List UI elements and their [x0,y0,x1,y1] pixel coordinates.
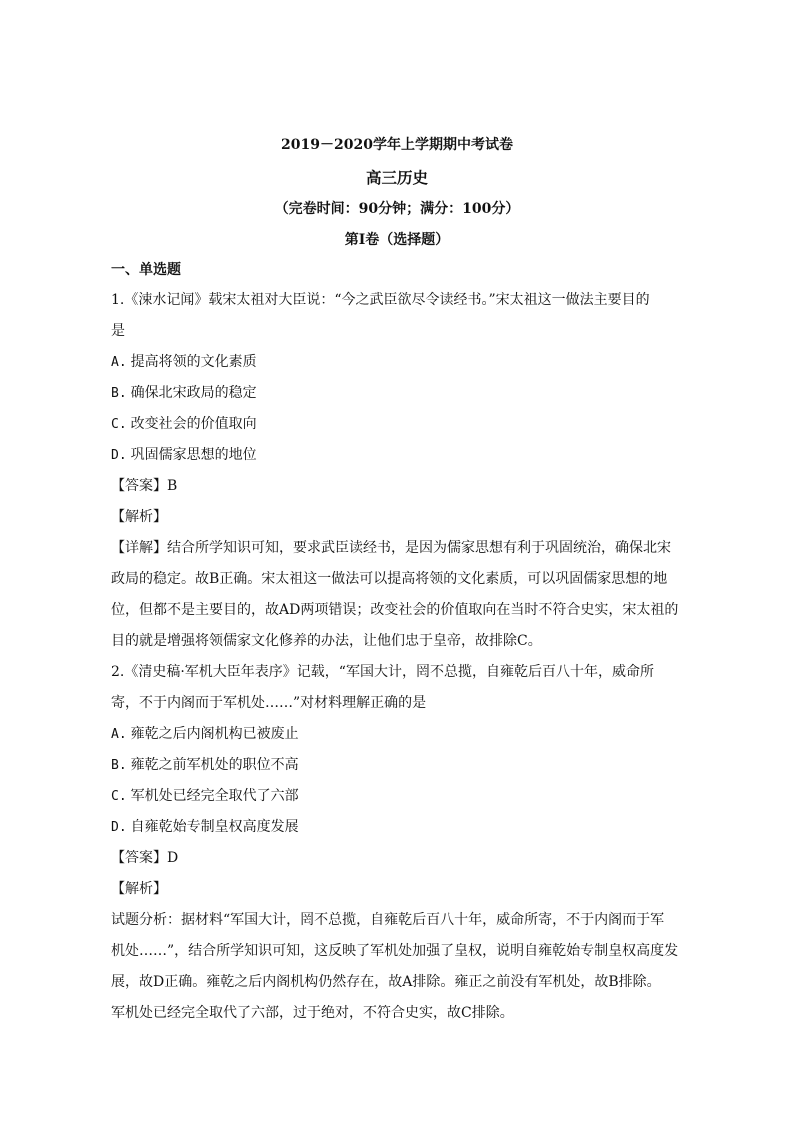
q1-analysis-label: 【解析】 [111,509,167,525]
q2-option-d [111,812,686,843]
subject-title: 高三历史 [365,168,428,187]
q1-analysis-line: 位，但都不是主要目的，故AD两项错误；改变社会的价值取向在当时不符合史实，宋太祖的 [111,602,679,618]
q2-analysis-line: 展，故D正确。雍乾之后内阁机构仍然存在，故A排除。雍正之前没有军机处，故B排除。 [111,974,661,990]
option-letter: A. [111,355,127,370]
option-text: 提高将领的文化素质 [130,354,257,370]
option-text: 军机处已经完全取代了六部 [130,788,299,804]
q2-option-b [111,750,686,781]
section-title: 一、单选题 [111,262,181,278]
option-letter: B. [111,386,127,401]
q2-stem-line1: 2.《清史稿·军机大臣年表序》记载，“军国大计，罔不总揽，自雍乾后百八十年，威命所 [111,664,654,680]
volume-title: 第Ⅰ卷（选择题） [344,232,450,248]
q1-option-b [111,378,686,409]
exam-meta: （完卷时间：90分钟；满分：100分） [274,201,520,217]
q2-analysis-line: 试题分析：据材料“军国大计，罔不总揽，自雍乾后百八十年，威命所寄，不于内阁而于军 [111,912,665,928]
q2-answer: 【答案】D [111,850,179,866]
option-letter: C. [111,789,127,804]
q1-analysis-line: 目的就是增强将领儒家文化修养的办法，让他们忠于皇帝，故排除C。 [111,633,542,649]
option-letter: D. [111,448,127,463]
q2-analysis-line: 军机处已经完全取代了六部，过于绝对，不符合史实，故C排除。 [111,1005,514,1021]
q1-analysis-line: 【详解】结合所学知识可知，要求武臣读经书，是因为儒家思想有利于巩固统治，确保北宋 [111,540,671,556]
q2-analysis-label: 【解析】 [111,881,167,897]
option-text: 确保北宋政局的稳定 [130,385,257,401]
option-text: 自雍乾始专制皇权高度发展 [130,819,299,835]
q1-stem-line1: 1.《涑水记闻》载宋太祖对大臣说：“今之武臣欲尽令读经书。”宋太祖这一做法主要目的 [111,292,650,308]
option-letter: A. [111,727,127,742]
option-letter: C. [111,417,127,432]
q2-option-c [111,781,686,812]
q1-option-c [111,409,686,440]
q1-option-d [111,440,686,471]
option-text: 雍乾之前军机处的职位不高 [130,757,299,773]
q2-option-a [111,719,686,750]
option-letter: B. [111,758,127,773]
q2-stem-line2: 寄，不于内阁而于军机处……”对材料理解正确的是 [111,695,427,711]
q1-option-a [111,347,686,378]
q2-analysis-line: 机处……”，结合所学知识可知，这反映了军机处加强了皇权，说明自雍乾始专制皇权高度发 [111,943,679,959]
question-body [111,285,686,1029]
q1-stem-line2: 是 [111,323,125,339]
q1-answer: 【答案】B [111,478,178,494]
option-text: 雍乾之后内阁机构已被废止 [130,726,299,742]
q1-analysis-line: 政局的稳定。故B正确。宋太祖这一做法可以提高将领的文化素质，可以巩固儒家思想的地 [111,571,668,587]
option-text: 改变社会的价值取向 [130,416,257,432]
option-letter: D. [111,820,127,835]
option-text: 巩固儒家思想的地位 [130,447,257,463]
exam-title: 2019－2020学年上学期期中考试卷 [281,137,513,153]
